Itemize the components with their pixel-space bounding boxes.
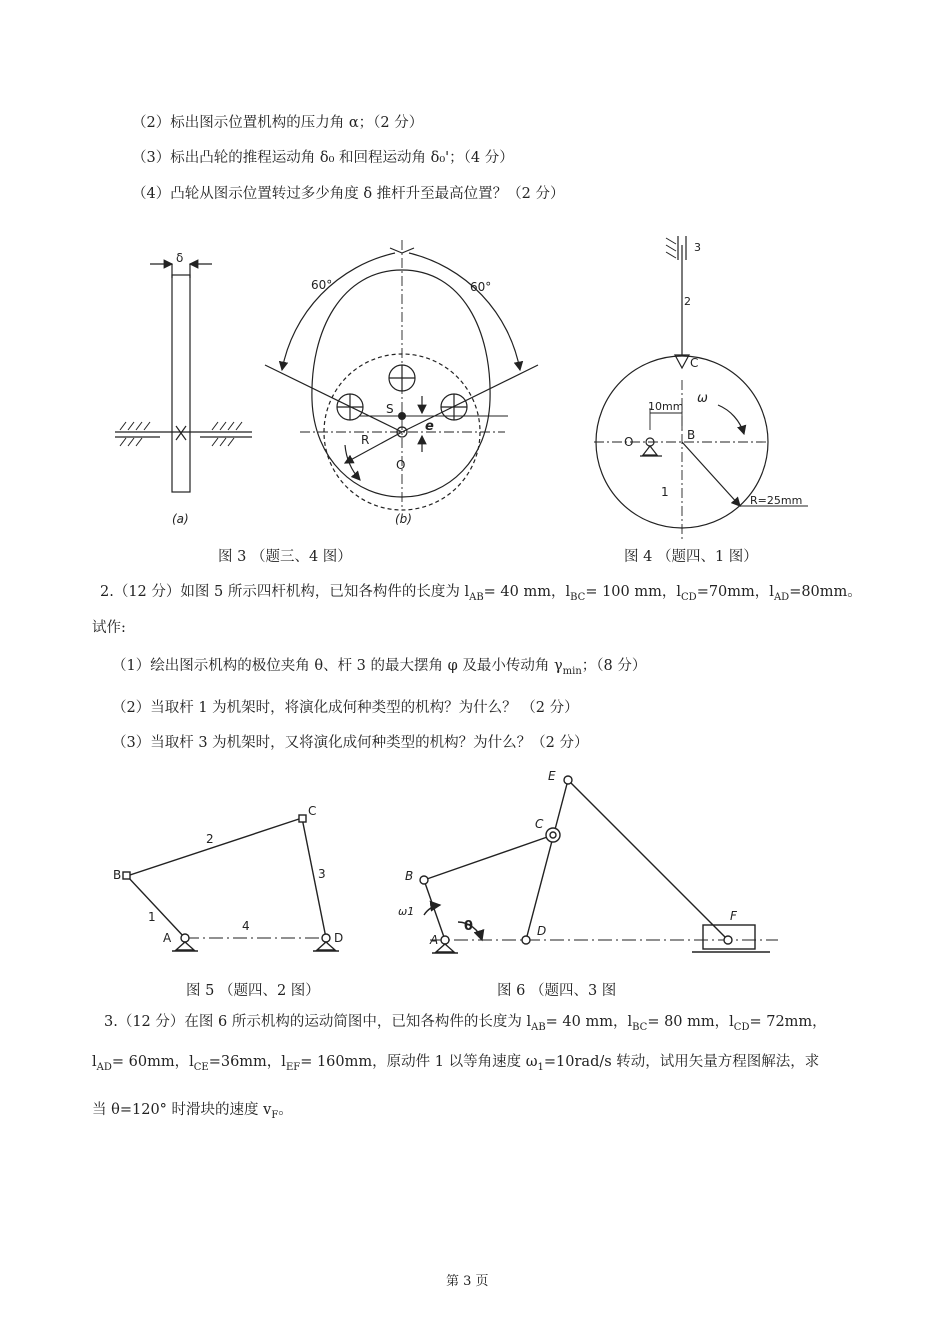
q2-item1	[112, 656, 646, 682]
q3-sub-w: 1	[537, 1061, 544, 1073]
q3-sub-ad: AD	[96, 1061, 112, 1073]
fig3a-drawing	[115, 264, 252, 492]
fig5-label-c: C	[308, 804, 317, 818]
fig4-label-c: C	[690, 356, 699, 370]
fig3-delta-label: δ	[176, 251, 184, 265]
fig3-center-s-dot	[398, 412, 406, 420]
fig6-label-d: D	[537, 924, 547, 938]
q2-ad-val: =80mm。	[789, 584, 862, 600]
fig5-label-4: 4	[242, 919, 250, 933]
q2-item1-text: （1）绘出图示机构的极位夹角 θ、杆 3 的最大摆角 φ 及最小传动角 γ	[112, 658, 563, 674]
fig5-label-b: B	[113, 868, 122, 882]
page-number: 第 3 页	[446, 1274, 489, 1289]
q3-line3	[92, 1100, 293, 1126]
fig6-label-c: C	[535, 817, 544, 831]
fig4-label-1: 1	[661, 485, 669, 499]
fig3-angle-right: 60°	[470, 280, 492, 294]
q2-item3: （3）当取杆 3 为机架时，又将演化成何种类型的机构？为什么？（2 分）	[112, 735, 589, 751]
fig4-label-b: B	[687, 428, 696, 442]
q3-cd-val: = 72mm，	[749, 1014, 827, 1030]
fig3-r-label: R	[361, 433, 370, 447]
q3-sub-cd: CD	[733, 1021, 750, 1033]
fig5-label-d: D	[334, 931, 344, 945]
q-prev-item3: （3）标出凸轮的推程运动角 δ₀ 和回程运动角 δ₀'；（4 分）	[132, 150, 514, 166]
fig6-label-theta: θ	[464, 919, 473, 934]
fig4-label-2: 2	[684, 295, 691, 308]
q3-bc-val: = 80 mm，l	[647, 1014, 734, 1030]
fig5-label-1: 1	[148, 910, 156, 924]
q3-ce-val: =36mm，l	[208, 1054, 286, 1070]
q2-item1-sub: min	[562, 665, 582, 677]
q2-heading	[100, 582, 862, 608]
fig3-e-label: e	[425, 419, 434, 434]
fig4-label-omega: ω	[697, 391, 708, 406]
fig4-label-o: O	[624, 435, 634, 449]
q3-line3-end: 。	[278, 1102, 293, 1118]
q3-sub-ef: EF	[285, 1061, 301, 1073]
q2-sub-cd: CD	[681, 591, 697, 603]
q3-ab-val: = 40 mm，l	[545, 1014, 633, 1030]
q2-item1-end: ；（8 分）	[581, 658, 647, 674]
q3-ad-val: = 60mm，l	[111, 1054, 194, 1070]
q2-cd-val: =70mm，l	[696, 584, 774, 600]
fig5-label-2: 2	[206, 832, 214, 846]
fig5-label-a: A	[163, 931, 172, 945]
fig3-label-b: (b)	[395, 512, 412, 526]
q3-line2	[92, 1052, 819, 1078]
fig3-caption: 图 3 （题三、4 图）	[218, 549, 352, 565]
fig4-label-3: 3	[694, 241, 701, 254]
fig4-caption: 图 4 （题四、1 图）	[624, 549, 758, 565]
q3-line3-sub: F	[271, 1109, 279, 1121]
q2-sub-ab: AB	[469, 591, 484, 603]
fig6-drawing	[420, 776, 778, 953]
q2-ab-val: = 40 mm，l	[483, 584, 571, 600]
fig6-label-e: E	[548, 769, 556, 783]
fig6-label-b: B	[405, 869, 414, 883]
q-prev-item4: （4）凸轮从图示位置转过多少角度 δ 推杆升至最高位置？（2 分）	[132, 186, 565, 202]
fig5-label-3: 3	[318, 867, 326, 881]
q3-line1-text: 3.（12 分）在图 6 所示机构的运动简图中，已知各构件的长度为 l	[104, 1014, 532, 1030]
q3-sub-bc: BC	[632, 1021, 648, 1033]
q3-l2-end: =10rad/s 转动，试用矢量方程图解法，求	[543, 1054, 820, 1070]
q2-head-text: 2.（12 分）如图 5 所示四杆机构，已知各构件的长度为 l	[100, 584, 470, 600]
fig3-label-a: (a)	[172, 512, 189, 526]
q3-sub-ab: AB	[531, 1021, 546, 1033]
q2-sub-ad: AD	[773, 591, 790, 603]
fig6-label-a: A	[430, 933, 439, 947]
q2-tail: 试作:	[92, 620, 126, 636]
q2-sub-bc: BC	[570, 591, 586, 603]
fig3-angle-left: 60°	[311, 278, 333, 292]
fig6-caption: 图 6 （题四、3 图	[497, 983, 617, 999]
q-prev-item2: （2）标出图示位置机构的压力角 α；（2 分）	[132, 115, 424, 131]
fig4-label-10mm: 10mm	[648, 400, 684, 413]
q3-ef-val: = 160mm，原动件 1 以等角速度 ω	[300, 1054, 538, 1070]
fig3-o-label: O	[396, 458, 406, 472]
fig5-caption: 图 5 （题四、2 图）	[186, 983, 320, 999]
q3-line1	[104, 1012, 827, 1038]
q2-bc-val: = 100 mm，l	[585, 584, 682, 600]
fig6-label-f: F	[730, 909, 737, 923]
q3-line3-text: 当 θ=120° 时滑块的速度 v	[92, 1102, 272, 1118]
fig6-label-omega1: ω1	[398, 905, 415, 918]
fig3-s-label: S	[386, 402, 394, 416]
fig4-label-r: R=25mm	[750, 494, 803, 507]
q3-sub-ce: CE	[193, 1061, 209, 1073]
q3-l2-pre: l	[92, 1054, 97, 1070]
q2-item2: （2）当取杆 1 为机架时，将演化成何种类型的机构？为什么？ （2 分）	[112, 700, 579, 716]
fig5-drawing	[123, 815, 339, 951]
